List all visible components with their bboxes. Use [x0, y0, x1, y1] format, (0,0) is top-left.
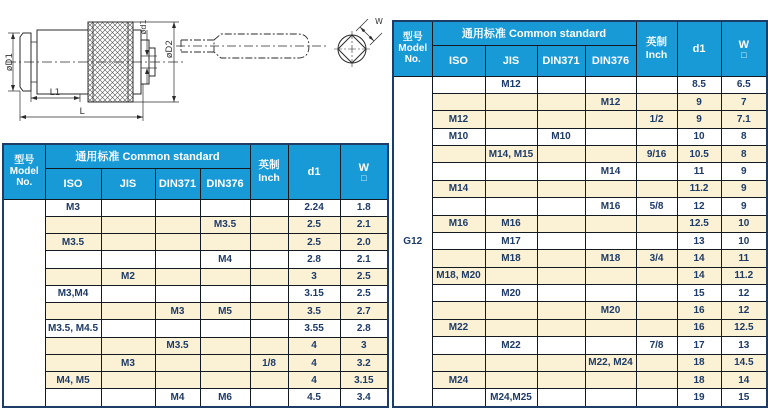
cell-jis	[485, 128, 537, 145]
cell-din371	[537, 111, 585, 128]
cell-din376: M14	[585, 163, 636, 180]
cell-iso	[432, 146, 485, 163]
cell-w: 12	[721, 302, 767, 319]
cell-d1: 17	[677, 337, 721, 354]
cell-jis: M2	[101, 268, 155, 285]
spec-row	[393, 389, 767, 407]
cell-jis	[485, 111, 537, 128]
header-d1: d1	[288, 144, 340, 199]
cell-w: 7	[721, 93, 767, 110]
header-inch-en: Inch	[258, 171, 280, 184]
cell-inch	[636, 232, 677, 249]
spec-row	[393, 250, 767, 267]
cell-d1: 8.5	[677, 76, 721, 93]
square-symbol: □	[361, 172, 367, 183]
spec-row	[393, 354, 767, 371]
cell-iso: M4, M5	[45, 372, 101, 389]
cell-iso	[45, 303, 101, 320]
spec-row	[393, 232, 767, 249]
spec-row	[393, 337, 767, 354]
cell-iso	[45, 354, 101, 371]
cell-iso	[432, 302, 485, 319]
tap-shank-view	[176, 34, 326, 58]
square-symbol: □	[741, 49, 747, 60]
cell-inch	[636, 354, 677, 371]
cell-inch	[250, 337, 288, 354]
cell-din376	[585, 267, 636, 284]
cell-din371	[537, 389, 585, 407]
spec-row	[393, 319, 767, 336]
cell-din371	[537, 232, 585, 249]
left-spec-table	[2, 143, 389, 408]
cell-iso: M12	[432, 111, 485, 128]
header-d1: d1	[677, 21, 721, 76]
cell-inch	[636, 267, 677, 284]
cell-din371	[537, 198, 585, 215]
cell-din371	[537, 337, 585, 354]
cell-din371: M10	[537, 128, 585, 145]
cell-jis: M17	[485, 232, 537, 249]
cell-inch	[636, 76, 677, 93]
cell-w: 7.1	[721, 111, 767, 128]
cell-d1: 9	[677, 93, 721, 110]
spec-row	[393, 146, 767, 163]
cell-iso	[45, 216, 101, 233]
cell-din371	[155, 199, 200, 216]
spec-row	[3, 389, 388, 407]
spec-row	[3, 320, 388, 337]
cell-din371	[155, 285, 200, 302]
cell-w: 9	[721, 198, 767, 215]
dim-label-outer-d1: øD1	[5, 52, 15, 72]
cell-jis	[101, 234, 155, 251]
cell-iso: M3	[45, 199, 101, 216]
cell-din376	[200, 320, 250, 337]
cell-din376	[585, 337, 636, 354]
spec-row	[393, 163, 767, 180]
spec-row	[393, 215, 767, 232]
cell-d1: 3	[288, 268, 340, 285]
cell-inch	[636, 389, 677, 407]
cell-d1: 13	[677, 232, 721, 249]
cell-jis	[485, 93, 537, 110]
cell-inch	[250, 216, 288, 233]
cell-din376: M18	[585, 250, 636, 267]
spec-row	[3, 234, 388, 251]
spec-row	[393, 302, 767, 319]
cell-iso	[432, 354, 485, 371]
cell-d1: 11.2	[677, 180, 721, 197]
cell-w: 8	[721, 128, 767, 145]
header-common-standard: 通用标准 Common standard	[45, 144, 250, 168]
cell-jis	[485, 198, 537, 215]
cell-d1: 12.5	[677, 215, 721, 232]
header-model-no	[393, 21, 432, 76]
cell-iso	[45, 251, 101, 268]
cell-iso	[432, 389, 485, 407]
cell-w: 13	[721, 337, 767, 354]
cell-d1: 18	[677, 354, 721, 371]
cell-inch	[250, 389, 288, 407]
header-din376: DIN376	[585, 45, 636, 76]
spec-row	[393, 285, 767, 302]
cell-w: 10	[721, 215, 767, 232]
cell-din376	[585, 76, 636, 93]
cell-d1: 2.24	[288, 199, 340, 216]
header-w-letter: W	[738, 38, 749, 51]
cell-d1: 3.55	[288, 320, 340, 337]
cell-jis	[485, 163, 537, 180]
model-no-cell: G12	[393, 76, 432, 407]
cell-jis	[101, 337, 155, 354]
cell-din376	[200, 234, 250, 251]
cell-d1: 12	[677, 198, 721, 215]
spec-row	[3, 337, 388, 354]
spec-row	[393, 267, 767, 284]
cell-inch	[636, 93, 677, 110]
cell-inch	[250, 251, 288, 268]
dim-label-bore-d1: ød1	[139, 19, 148, 35]
header-w-letter: W	[358, 161, 369, 174]
cell-din376	[585, 128, 636, 145]
cell-w: 2.5	[340, 268, 388, 285]
cell-din371	[155, 234, 200, 251]
dim-label-w: W	[375, 17, 383, 26]
cell-jis: M14, M15	[485, 146, 537, 163]
cell-din376: M12	[585, 93, 636, 110]
cell-din376: M3.5	[200, 216, 250, 233]
cell-din371	[537, 250, 585, 267]
cell-inch	[636, 285, 677, 302]
cell-din376	[585, 111, 636, 128]
header-din376: DIN376	[200, 168, 250, 199]
header-inch-cn: 英制	[258, 159, 280, 172]
cell-d1: 16	[677, 302, 721, 319]
cell-jis: M22	[485, 337, 537, 354]
cell-iso: M14	[432, 180, 485, 197]
cell-din376	[585, 215, 636, 232]
cell-inch	[636, 128, 677, 145]
cell-w: 2.5	[340, 285, 388, 302]
cell-w: 3.2	[340, 354, 388, 371]
cell-din376	[200, 285, 250, 302]
cell-d1: 3.15	[288, 285, 340, 302]
cell-din376: M16	[585, 198, 636, 215]
cell-iso: M18, M20	[432, 267, 485, 284]
cell-w: 1.8	[340, 199, 388, 216]
cell-din371	[537, 163, 585, 180]
cell-din376	[200, 268, 250, 285]
cell-din371	[537, 180, 585, 197]
cell-d1: 18	[677, 371, 721, 388]
cell-d1: 10	[677, 128, 721, 145]
header-model-cn: 型号	[14, 155, 35, 167]
cell-iso	[432, 337, 485, 354]
cell-jis	[101, 216, 155, 233]
cell-jis	[485, 371, 537, 388]
cell-jis	[101, 320, 155, 337]
cell-iso	[432, 250, 485, 267]
cell-din371	[537, 302, 585, 319]
cell-jis	[101, 285, 155, 302]
cell-iso	[45, 389, 101, 407]
header-din371: DIN371	[537, 45, 585, 76]
spec-row	[3, 354, 388, 371]
header-model-en2: No.	[404, 54, 421, 66]
header-iso: ISO	[432, 45, 485, 76]
cell-jis	[101, 251, 155, 268]
cell-din371: M3	[155, 303, 200, 320]
cell-inch	[250, 303, 288, 320]
cell-iso	[432, 76, 485, 93]
cell-din371	[537, 215, 585, 232]
cell-din376	[585, 180, 636, 197]
header-din371: DIN371	[155, 168, 200, 199]
cell-d1: 2.5	[288, 234, 340, 251]
cell-din376: M20	[585, 302, 636, 319]
cell-inch	[250, 199, 288, 216]
cell-w: 9	[721, 180, 767, 197]
cell-iso	[432, 285, 485, 302]
spec-row	[3, 372, 388, 389]
cell-din371	[537, 267, 585, 284]
cell-inch: 1/8	[250, 354, 288, 371]
cell-w: 11	[721, 250, 767, 267]
header-common-standard: 通用标准 Common standard	[432, 21, 636, 45]
cell-inch	[636, 163, 677, 180]
header-inch-en: Inch	[645, 48, 668, 61]
technical-drawing	[0, 0, 392, 142]
dim-label-l: L	[79, 107, 85, 117]
spec-row	[3, 303, 388, 320]
cell-d1: 19	[677, 389, 721, 407]
spec-row	[393, 93, 767, 110]
cell-iso	[45, 337, 101, 354]
cell-din371	[155, 372, 200, 389]
cell-jis: M3	[101, 354, 155, 371]
cell-inch	[250, 234, 288, 251]
cell-iso: M10	[432, 128, 485, 145]
cell-din376: M22, M24	[585, 354, 636, 371]
header-iso: ISO	[45, 168, 101, 199]
header-model-en1: Model	[9, 166, 39, 178]
cell-iso	[432, 93, 485, 110]
spec-row	[393, 111, 767, 128]
cell-din371	[537, 285, 585, 302]
cell-w: 2.7	[340, 303, 388, 320]
cell-w: 2.8	[340, 320, 388, 337]
cell-w: 3.4	[340, 389, 388, 407]
cell-w: 9	[721, 163, 767, 180]
cell-din371	[155, 268, 200, 285]
header-jis: JIS	[485, 45, 537, 76]
cell-inch: 3/4	[636, 250, 677, 267]
cell-w: 10	[721, 232, 767, 249]
spec-row	[3, 268, 388, 285]
cell-inch	[636, 215, 677, 232]
cell-d1: 11	[677, 163, 721, 180]
cell-iso: M24	[432, 371, 485, 388]
header-w	[721, 21, 767, 76]
cell-inch: 7/8	[636, 337, 677, 354]
header-model-no	[3, 144, 45, 199]
cell-iso	[432, 163, 485, 180]
cell-din376	[585, 232, 636, 249]
spec-row	[393, 128, 767, 145]
spec-row	[393, 76, 767, 93]
cell-din376	[585, 389, 636, 407]
dim-label-d2: øD2	[165, 39, 175, 59]
spec-row	[3, 285, 388, 302]
cell-w: 2.1	[340, 216, 388, 233]
cell-w: 11.2	[721, 267, 767, 284]
cell-din371: M4	[155, 389, 200, 407]
cell-din371	[537, 93, 585, 110]
cell-d1: 4	[288, 337, 340, 354]
cell-d1: 14	[677, 267, 721, 284]
cell-w: 12	[721, 285, 767, 302]
cell-inch: 9/16	[636, 146, 677, 163]
model-no-cell	[3, 199, 45, 407]
cell-w: 8	[721, 146, 767, 163]
cell-d1: 3.5	[288, 303, 340, 320]
cell-din376: M5	[200, 303, 250, 320]
cell-din371	[155, 251, 200, 268]
cell-din371	[155, 320, 200, 337]
cell-din371	[537, 371, 585, 388]
cell-w: 2.1	[340, 251, 388, 268]
cell-jis: M18	[485, 250, 537, 267]
cell-d1: 4	[288, 354, 340, 371]
header-model-cn: 型号	[402, 32, 423, 44]
cell-jis: M24,M25	[485, 389, 537, 407]
cell-din376: M4	[200, 251, 250, 268]
cell-din376: M6	[200, 389, 250, 407]
spec-row	[393, 371, 767, 388]
cell-iso: M3.5, M4.5	[45, 320, 101, 337]
header-model-en2: No.	[16, 177, 33, 189]
cell-inch: 1/2	[636, 111, 677, 128]
cell-d1: 16	[677, 319, 721, 336]
cell-inch	[636, 180, 677, 197]
cell-jis	[101, 372, 155, 389]
cell-d1: 14	[677, 250, 721, 267]
cell-d1: 10.5	[677, 146, 721, 163]
cell-din371	[155, 354, 200, 371]
cell-w: 3	[340, 337, 388, 354]
header-inch	[250, 144, 288, 199]
cell-inch: 5/8	[636, 198, 677, 215]
cell-d1: 4.5	[288, 389, 340, 407]
spec-row	[3, 199, 388, 216]
cell-w: 14.5	[721, 354, 767, 371]
cell-w: 12.5	[721, 319, 767, 336]
cell-jis	[485, 180, 537, 197]
cell-d1: 15	[677, 285, 721, 302]
cell-w: 14	[721, 371, 767, 388]
cell-din371	[155, 216, 200, 233]
cell-din376	[200, 337, 250, 354]
cell-d1: 2.8	[288, 251, 340, 268]
cell-din371	[537, 354, 585, 371]
cell-din376	[200, 199, 250, 216]
cell-iso: M22	[432, 319, 485, 336]
spec-row	[393, 198, 767, 215]
cell-inch	[250, 320, 288, 337]
cell-d1: 2.5	[288, 216, 340, 233]
collet-body-view	[6, 22, 184, 102]
cell-jis	[485, 354, 537, 371]
cell-din376	[585, 285, 636, 302]
cell-jis	[485, 302, 537, 319]
cell-iso: M3,M4	[45, 285, 101, 302]
square-end-view	[334, 19, 382, 67]
cell-d1: 4	[288, 372, 340, 389]
cell-jis	[485, 267, 537, 284]
cell-jis: M16	[485, 215, 537, 232]
cell-inch	[250, 268, 288, 285]
cell-inch	[636, 302, 677, 319]
spec-row	[3, 216, 388, 233]
cell-w: 2.0	[340, 234, 388, 251]
cell-jis	[101, 389, 155, 407]
cell-jis	[485, 319, 537, 336]
dim-label-l1: L1	[49, 88, 61, 98]
cell-jis: M12	[485, 76, 537, 93]
cell-d1: 9	[677, 111, 721, 128]
cell-din376	[585, 319, 636, 336]
cell-din371: M3.5	[155, 337, 200, 354]
header-jis: JIS	[101, 168, 155, 199]
cell-din371	[537, 146, 585, 163]
cell-jis: M20	[485, 285, 537, 302]
cell-w: 15	[721, 389, 767, 407]
spec-row	[3, 251, 388, 268]
header-model-en1: Model	[398, 43, 428, 55]
cell-din376	[200, 372, 250, 389]
cell-iso	[45, 268, 101, 285]
cell-inch	[636, 319, 677, 336]
header-inch-cn: 英制	[646, 36, 668, 49]
cell-iso	[432, 232, 485, 249]
cell-iso	[432, 198, 485, 215]
cell-iso: M16	[432, 215, 485, 232]
cell-din376	[585, 371, 636, 388]
cell-din371	[537, 319, 585, 336]
cell-din371	[537, 76, 585, 93]
header-w	[340, 144, 388, 199]
cell-w: 3.15	[340, 372, 388, 389]
cell-iso: M3.5	[45, 234, 101, 251]
cell-inch	[250, 285, 288, 302]
spec-row	[393, 180, 767, 197]
cell-din376	[200, 354, 250, 371]
cell-jis	[101, 199, 155, 216]
cell-inch	[250, 372, 288, 389]
header-inch	[636, 21, 677, 76]
cell-jis	[101, 303, 155, 320]
right-spec-table	[392, 20, 768, 408]
cell-din376	[585, 146, 636, 163]
cell-inch	[636, 371, 677, 388]
cell-w: 6.5	[721, 76, 767, 93]
